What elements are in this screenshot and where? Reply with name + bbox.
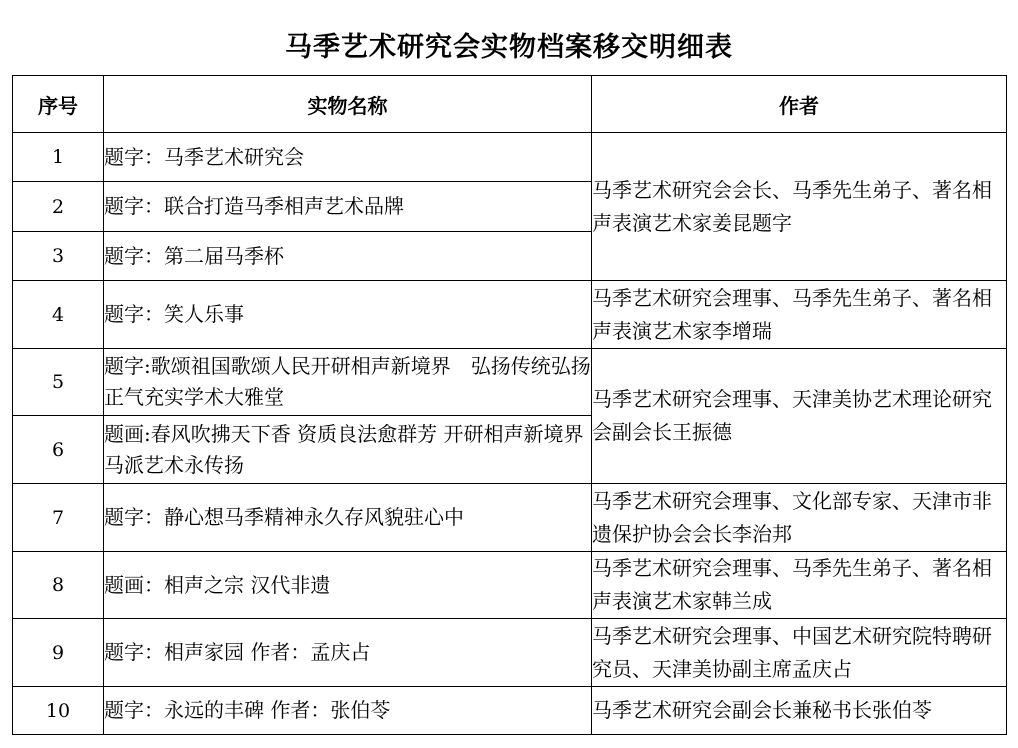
- table-row: [13, 552, 1007, 619]
- document-title: 马季艺术研究会实物档案移交明细表: [285, 32, 733, 63]
- row-index: 1: [13, 133, 104, 182]
- row-index: 8: [13, 552, 104, 619]
- table-row: [13, 619, 1007, 687]
- table-header-row: [13, 76, 1007, 133]
- row-index: 7: [13, 484, 104, 552]
- table-row: [13, 281, 1007, 349]
- author-cell: 马季艺术研究会理事、中国艺术研究院特聘研究员、天津美协副主席孟庆占: [592, 619, 1007, 687]
- row-index: 10: [13, 687, 104, 735]
- item-name: 题字：相声家园 作者：孟庆占: [104, 619, 592, 687]
- item-name: 题字：第二届马季杯: [104, 232, 592, 281]
- item-name: 题字：静心想马季精神永久存风貌驻心中: [104, 484, 592, 552]
- item-name: 题字：永远的丰碑 作者：张伯苓: [104, 687, 592, 735]
- item-name: 题字：联合打造马季相声艺术品牌: [104, 182, 592, 232]
- row-index: 9: [13, 619, 104, 687]
- row-index: 3: [13, 232, 104, 281]
- item-name: 题画:春风吹拂天下香 资质良法愈群芳 开研相声新境界 马派艺术永传扬: [104, 416, 592, 484]
- row-index: 5: [13, 349, 104, 416]
- item-name: 题字:歌颂祖国歌颂人民开研相声新境界 弘扬传统弘扬正气充实学术大雅堂: [104, 349, 592, 416]
- author-cell: 马季艺术研究会理事、马季先生弟子、著名相声表演艺术家韩兰成: [592, 552, 1007, 619]
- author-cell: 马季艺术研究会副会长兼秘书长张伯苓: [592, 687, 1007, 735]
- row-index: 2: [13, 182, 104, 232]
- table-row: [13, 687, 1007, 735]
- transfer-detail-table: [12, 75, 1007, 735]
- header-author: 作者: [592, 76, 1007, 133]
- row-index: 4: [13, 281, 104, 349]
- author-cell: 马季艺术研究会理事、文化部专家、天津市非遗保护协会会长李治邦: [592, 484, 1007, 552]
- author-cell: 马季艺术研究会会长、马季先生弟子、著名相声表演艺术家姜昆题字: [592, 133, 1007, 281]
- header-index: 序号: [13, 76, 104, 133]
- item-name: 题画：相声之宗 汉代非遗: [104, 552, 592, 619]
- table-row: [13, 133, 1007, 182]
- item-name: 题字：笑人乐事: [104, 281, 592, 349]
- row-index: 6: [13, 416, 104, 484]
- author-cell: 马季艺术研究会理事、天津美协艺术理论研究会副会长王振德: [592, 349, 1007, 484]
- table-row: [13, 349, 1007, 416]
- author-cell: 马季艺术研究会理事、马季先生弟子、著名相声表演艺术家李增瑞: [592, 281, 1007, 349]
- table-row: [13, 484, 1007, 552]
- header-name: 实物名称: [104, 76, 592, 133]
- item-name: 题字：马季艺术研究会: [104, 133, 592, 182]
